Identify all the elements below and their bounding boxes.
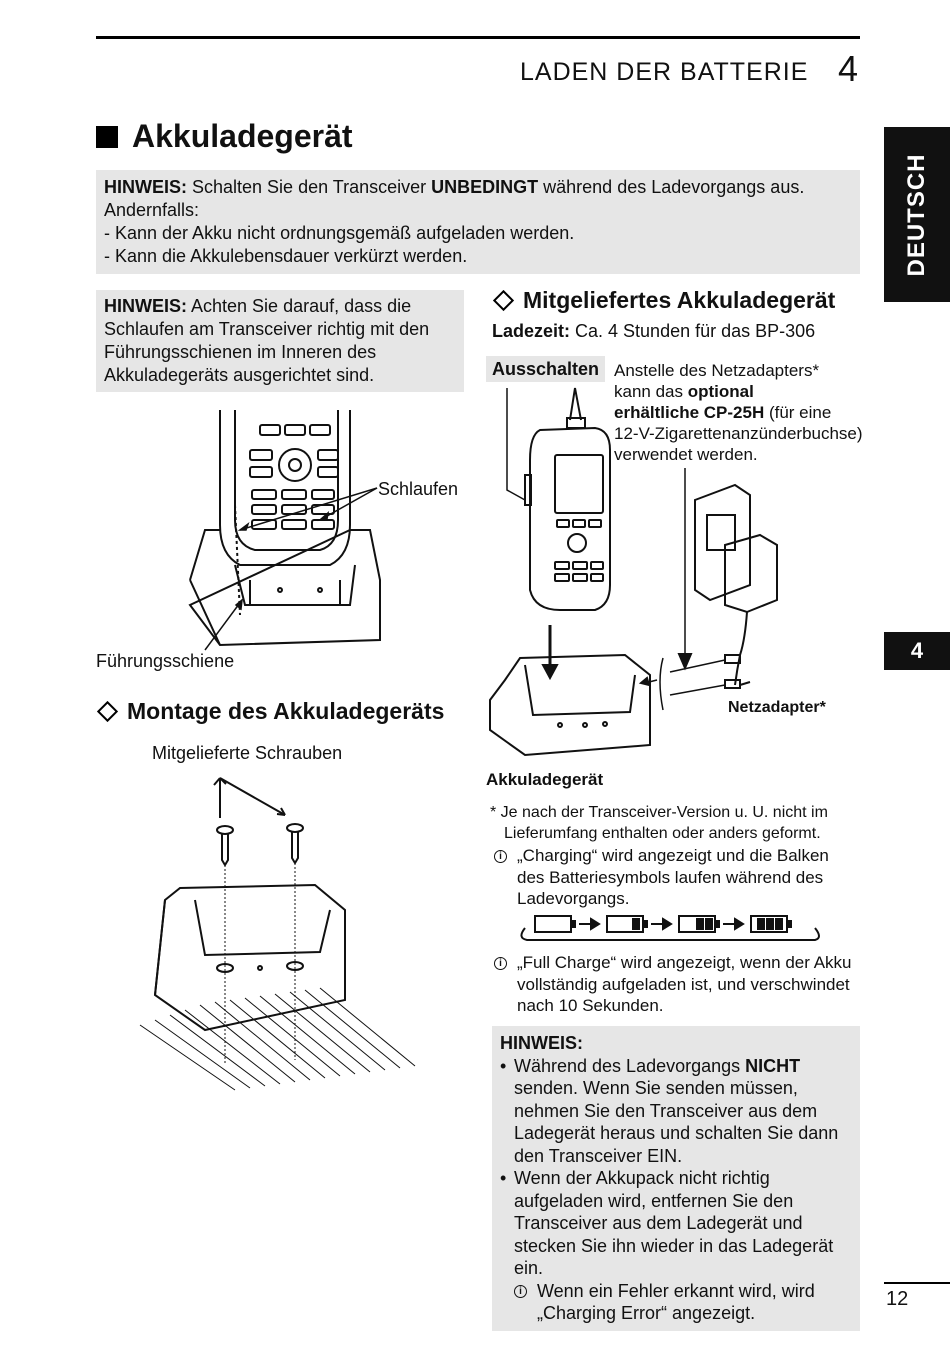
chapter-tab: 4	[884, 632, 950, 670]
diamond-bullet-icon	[97, 701, 118, 722]
note-box-2	[96, 290, 464, 392]
note2-label: HINWEIS:	[104, 296, 187, 316]
chapter-number: 4	[838, 48, 859, 89]
note3-b1-a: Während des Ladevorgangs	[514, 1055, 746, 1076]
footnote-line2: Lieferumfang enthalten oder anders geformt.	[504, 825, 821, 842]
adapter-line2b: optional	[687, 382, 754, 401]
adapter-line2a: kann das	[614, 382, 688, 401]
mount-heading	[96, 698, 444, 725]
supplied-heading	[492, 287, 835, 314]
info-charging-text: „Charging“ wird angezeigt und die Balken des Batteriesymbols laufen während des Ladevorgangs.	[517, 846, 829, 908]
note1-emph: UNBEDINGT	[431, 177, 539, 197]
adapter-line5: verwendet werden.	[614, 445, 758, 464]
adapter-line3a: erhältliche CP-25H	[614, 403, 765, 422]
section-title-text: Akkuladegerät	[132, 118, 353, 154]
note3-b1-emph: NICHT	[745, 1055, 801, 1076]
language-tab	[884, 127, 950, 302]
adapter-line3b: (für eine	[764, 403, 832, 422]
note3-b2: Wenn der Akkupack nicht richtig aufgeladen wird, entfernen Sie den Transceiver aus dem Ladegerät und stecken Sie ihn wieder in das Ladegerät ein.	[514, 1168, 834, 1278]
section-title	[96, 118, 353, 155]
label-loops: Schlaufen	[378, 479, 459, 499]
charge-time-label: Ladezeit:	[492, 321, 571, 341]
note3-info	[500, 1280, 852, 1325]
note3-b1-b: senden. Wenn Sie senden müssen, nehmen Sie den Transceiver aus dem Ladegerät heraus und schalten Sie dann den Transceiver EIN.	[514, 1078, 839, 1166]
mount-heading-text: Montage des Akkuladegeräts	[127, 698, 445, 724]
language-tab-label: DEUTSCH	[903, 152, 930, 277]
adapter-line1: Anstelle des Netzadapters*	[614, 361, 820, 380]
footer-rule	[884, 1282, 950, 1284]
battery-charging-sequence-icon	[515, 910, 825, 946]
note1-label: HINWEIS:	[104, 177, 187, 197]
info-icon: i	[494, 957, 507, 970]
chapter-title: LADEN DER BATTERIE	[520, 58, 809, 86]
info-icon: i	[494, 850, 507, 863]
charger-mounting-illustration	[135, 770, 425, 1100]
charge-time-text: Ca. 4 Stunden für das BP-306	[570, 321, 816, 341]
label-supplied-screws: Mitgelieferte Schrauben	[152, 743, 343, 763]
info-icon: i	[514, 1285, 527, 1298]
square-bullet-icon	[96, 126, 118, 148]
label-power-off: Ausschalten	[486, 356, 605, 382]
note2-text: Achten Sie darauf, dass die Schlaufen am Transceiver richtig mit den Führungsschienen im Inneren des Akkuladegeräts ausgerichtet sind.	[104, 296, 430, 385]
supplied-heading-text: Mitgeliefertes Akkuladegerät	[523, 287, 836, 313]
label-charger: Akkuladegerät	[486, 770, 604, 789]
note3-label: HINWEIS:	[500, 1033, 583, 1053]
note-box-3	[492, 1026, 860, 1331]
adapter-line4: 12-V-Zigarettenanzünderbuchse)	[614, 424, 863, 443]
note1-text-a: Schalten Sie den Transceiver	[187, 177, 432, 197]
footnote	[490, 802, 828, 844]
note3-b3: Wenn ein Fehler erkannt wird, wird „Charging Error“ angezeigt.	[537, 1280, 815, 1323]
note1-line3: - Kann der Akku nicht ordnungsgemäß aufgeladen werden.	[104, 223, 575, 243]
page-number: 12	[886, 1288, 909, 1310]
label-guide-rail: Führungsschiene	[96, 651, 235, 671]
note1-line4: - Kann die Akkulebensdauer verkürzt werden.	[104, 246, 468, 266]
note3-bullet1: • Während des Ladevorgangs NICHT senden. Wenn Sie senden müssen, nehmen Sie den Transceiver aus dem Ladegerät heraus und schalten Sie dann den Transceiver EIN.	[500, 1055, 839, 1166]
note-box-1	[96, 170, 860, 274]
header-rule	[96, 36, 860, 39]
charge-time	[492, 320, 815, 342]
label-power-adapter: Netzadapter*	[728, 699, 826, 716]
info-full-charge-text: „Full Charge“ wird angezeigt, wenn der Akku vollständig aufgeladen ist, und verschwindet nach 10 Sekunden.	[517, 953, 852, 1015]
footnote-line1: * Je nach der Transceiver-Version u. U. nicht im	[490, 804, 828, 821]
note1-line2: Andernfalls:	[104, 200, 200, 220]
note1-text-b: während des Ladevorgangs aus.	[538, 177, 805, 197]
diamond-bullet-icon	[493, 290, 514, 311]
info-charging	[494, 845, 854, 910]
rail-leader-line	[200, 595, 250, 655]
info-full-charge	[494, 952, 854, 1017]
note3-bullet2: • Wenn der Akkupack nicht richtig aufgeladen wird, entfernen Sie den Transceiver aus dem Ladegerät und stecken Sie ihn wieder in das Ladegerät ein.	[500, 1167, 852, 1280]
loops-leader-lines	[230, 480, 380, 540]
